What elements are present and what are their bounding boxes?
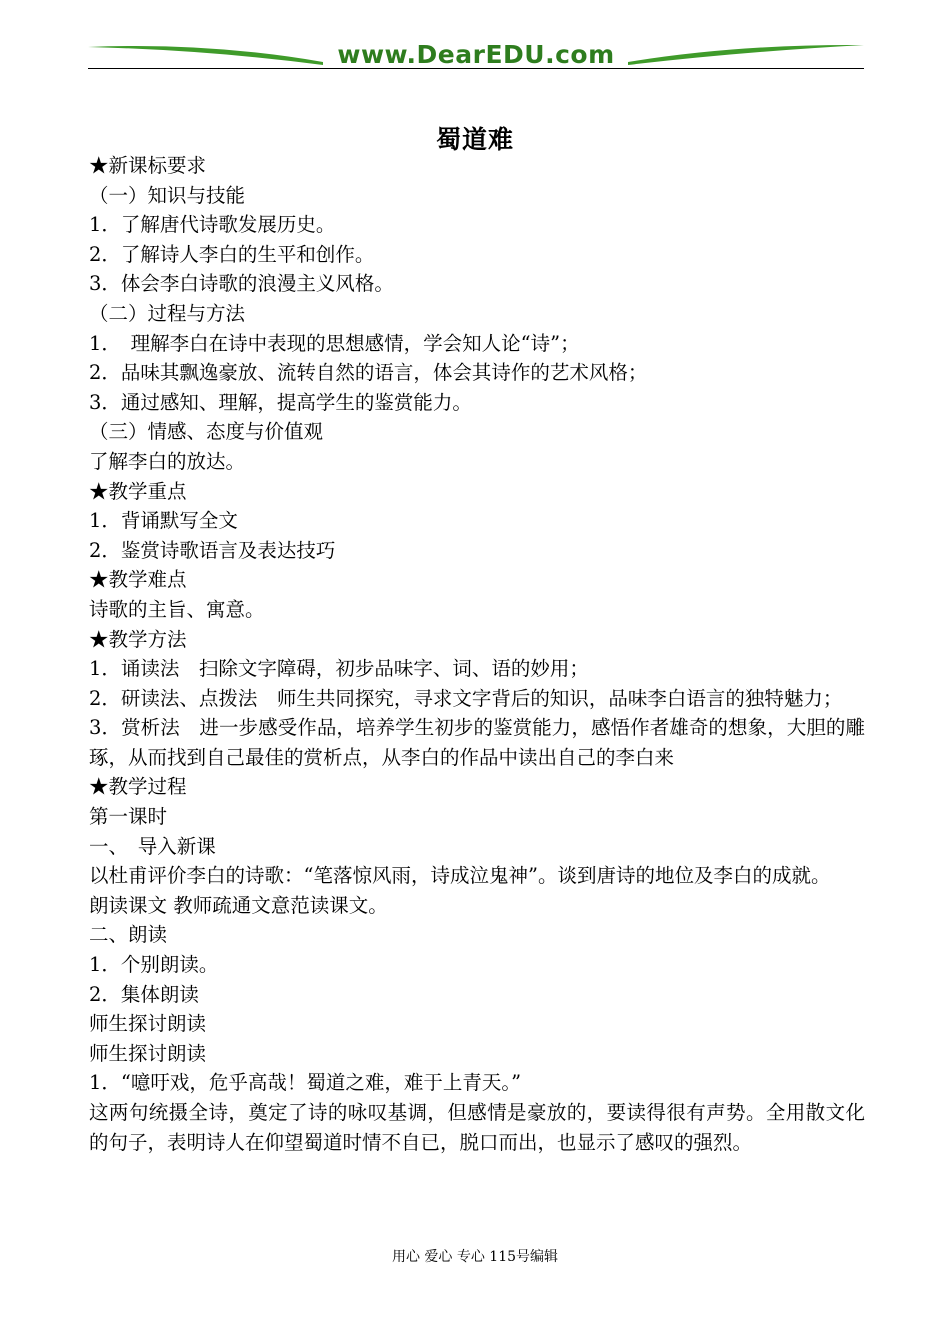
body-line: 1．诵读法 扫除文字障碍，初步品味字、词、语的妙用； [89,657,589,681]
body-line: 诗歌的主旨、寓意。 [89,597,265,621]
body-paragraph: 以杜甫评价李白的诗歌：“笔落惊风雨，诗成泣鬼神”。谈到唐诗的地位及李白的成就。 [89,864,831,888]
body-line: 1．背诵默写全文 [89,509,238,533]
body-line: 2．鉴赏诗歌语言及表达技巧 [89,538,336,562]
body-line: 3．通过感知、理解，提高学生的鉴赏能力。 [89,390,472,414]
subsection-heading: （三）情感、态度与价值观 [89,420,324,444]
body-paragraph: 3．赏析法 进一步感受作品，培养学生初步的鉴赏能力，感悟作者雄奇的想象，大胆的雕琢，从而找到自己最佳的赏析点，从李白的作品中读出自己的李白来 [89,716,865,769]
section-heading: ★新课标要求 [89,154,207,177]
subsection-heading: （一）知识与技能 [89,183,246,207]
body-line: 第一课时 [89,805,168,829]
section-heading: ★教学难点 [89,568,187,592]
body-line: 1． 理解李白在诗中表现的思想感情，学会知人论“诗”； [89,331,580,355]
body-line: 2．了解诗人李白的生平和创作。 [89,242,375,266]
body-line: 了解李白的放达。 [89,449,246,473]
body-line: 3．体会李白诗歌的浪漫主义风格。 [89,272,394,296]
header-site-name: www.DearEDU.com [337,40,615,69]
body-line: 1．“噫吁戏，危乎高哉！蜀道之难，难于上青天。” [89,1071,522,1095]
section-heading: ★教学重点 [89,479,187,503]
body-line: 1．了解唐代诗歌发展历史。 [89,213,336,237]
body-line: 2．集体朗读 [89,982,199,1006]
body-line: 2．品味其飘逸豪放、流转自然的语言，体会其诗作的艺术风格； [89,361,648,385]
body-line: 二、朗读 [89,923,168,947]
subsection-heading: （二）过程与方法 [89,301,246,325]
header-rule [88,68,864,69]
body-line: 朗读课文 教师疏通文意范读课文。 [89,893,388,917]
body-line: 1．个别朗读。 [89,953,219,977]
body-line: 一、 导入新课 [89,834,216,858]
section-heading: ★教学过程 [89,775,187,799]
document-title: 蜀道难 [435,125,514,154]
document-body [89,151,865,1157]
section-heading: ★教学方法 [89,627,187,651]
body-line: 师生探讨朗读 [89,1012,207,1036]
body-line: 师生探讨朗读 [89,1041,207,1065]
body-paragraph: 2．研读法、点拨法 师生共同探究，寻求文字背后的知识，品味李白语言的独特魅力； [89,686,843,710]
page-header [88,38,864,70]
page-footer: 用心 爱心 专心 115号编辑 [391,1249,559,1265]
body-paragraph: 这两句统摄全诗，奠定了诗的咏叹基调，但感情是豪放的，要读得很有声势。全用散文化的句子，表明诗人在仰望蜀道时情不自已，脱口而出，也显示了感叹的强烈。 [89,1101,865,1154]
